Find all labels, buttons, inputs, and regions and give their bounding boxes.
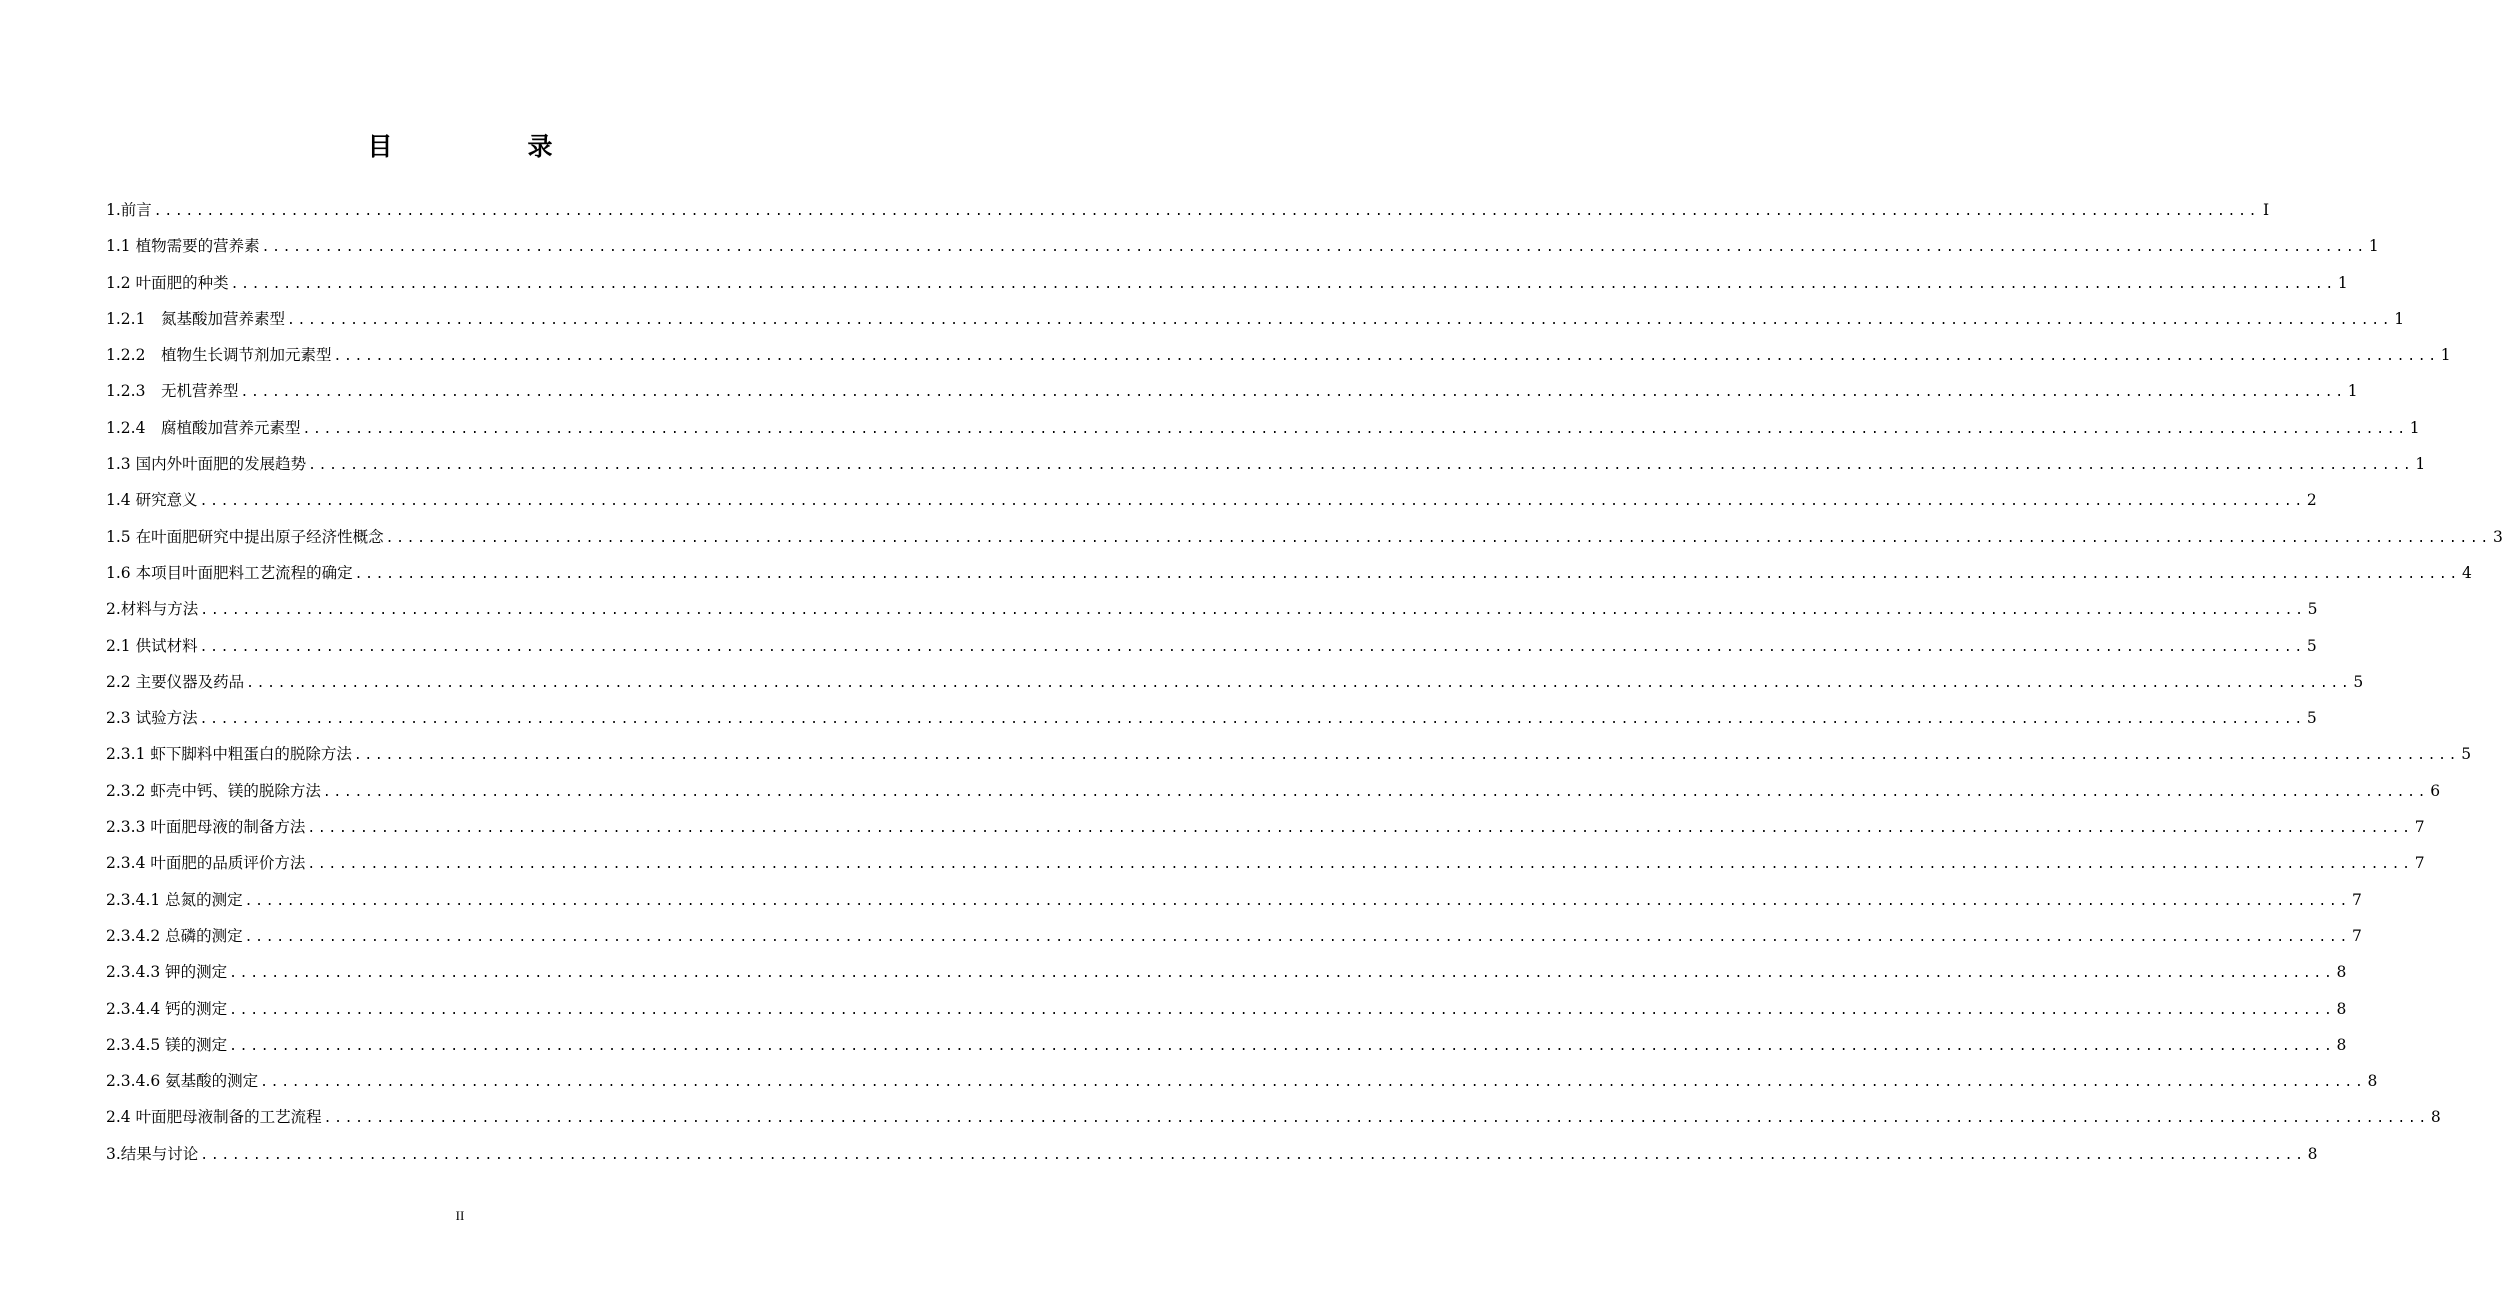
dot-leader: ........................................................................................................................................................................................................	[230, 276, 2336, 292]
toc-entry-title: 1.2.4 腐植酸加营养元素型	[106, 418, 301, 437]
toc-entry-page: 8	[2307, 1144, 2318, 1163]
toc-entry-title: 2.3.1 虾下脚料中粗蛋白的脱除方法	[106, 745, 352, 764]
toc-entry[interactable]	[106, 628, 2317, 664]
toc-entry-title: 2.3.4.6 氨基酸的测定	[106, 1072, 259, 1091]
toc-entry[interactable]	[106, 337, 2451, 373]
toc-entry-page: I	[2263, 201, 2270, 219]
toc-entry-page: 7	[2414, 854, 2425, 873]
toc-entry-title: 1.5 在叶面肥研究中提出原子经济性概念	[106, 527, 384, 546]
toc-entry-page: 6	[2430, 781, 2441, 800]
toc-entry-page: 7	[2352, 890, 2362, 909]
dot-leader: ........................................................................................................................................................................................................	[261, 240, 2367, 256]
toc-entry-title: 2.3.3 叶面肥母液的制备方法	[106, 818, 306, 837]
toc-entry[interactable]	[106, 228, 2379, 264]
dot-leader: ........................................................................................................................................................................................................	[307, 821, 2413, 837]
toc-entry-page: 7	[2414, 818, 2425, 837]
toc-entry[interactable]	[106, 991, 2347, 1027]
toc-entry-page: 1	[2347, 382, 2358, 401]
toc-entry-title: 1.2 叶面肥的种类	[106, 273, 229, 292]
dot-leader: ........................................................................................................................................................................................................	[229, 966, 2335, 982]
toc-entry[interactable]	[106, 1136, 2318, 1172]
toc-entry-title: 3.结果与讨论	[106, 1144, 199, 1163]
toc-entry-page: 4	[2461, 563, 2472, 582]
toc-entry[interactable]	[106, 265, 2348, 301]
page-number: II	[455, 1208, 465, 1223]
toc-entry-title: 1.1 植物需要的营养素	[106, 237, 260, 256]
dot-leader: ........................................................................................................................................................................................................	[200, 603, 2306, 619]
dot-leader: ........................................................................................................................................................................................................	[200, 1147, 2306, 1163]
toc-entry-page: 3	[2492, 527, 2503, 546]
toc-entry-page: 8	[2430, 1108, 2441, 1127]
dot-leader: ........................................................................................................................................................................................................	[260, 1075, 2366, 1091]
toc-entry-page: 8	[2367, 1072, 2378, 1091]
toc-entry[interactable]	[106, 482, 2317, 518]
dot-leader: ........................................................................................................................................................................................................	[199, 494, 2305, 510]
dot-leader: ........................................................................................................................................................................................................	[199, 639, 2305, 655]
toc-entry-page: 1	[2337, 273, 2348, 292]
toc-entry-page: 1	[2394, 309, 2405, 328]
toc-entry-title: 1.6 本项目叶面肥料工艺流程的确定	[106, 563, 353, 582]
toc-entry-title: 1.2.3 无机营养型	[106, 382, 239, 401]
toc-entry-page: 1	[2440, 346, 2451, 365]
toc-entry-page: 8	[2336, 999, 2347, 1018]
toc-entry-page: 5	[2307, 600, 2318, 619]
dot-leader: ........................................................................................................................................................................................................	[353, 748, 2460, 764]
page-title: 目 录	[367, 131, 608, 161]
toc-entry-page: 5	[2306, 636, 2317, 655]
toc-entry[interactable]	[106, 301, 2405, 337]
dot-leader: ........................................................................................................................................................................................................	[244, 929, 2350, 945]
toc-entry-title: 2.3.4.1 总氮的测定	[106, 890, 243, 909]
toc-entry[interactable]	[106, 700, 2317, 736]
dot-leader: ........................................................................................................................................................................................................	[333, 349, 2439, 365]
dot-leader: ........................................................................................................................................................................................................	[322, 784, 2429, 800]
dot-leader: ........................................................................................................................................................................................................	[153, 204, 2260, 219]
dot-leader: ........................................................................................................................................................................................................	[229, 1038, 2335, 1054]
dot-leader: ........................................................................................................................................................................................................	[246, 675, 2352, 691]
toc-entry[interactable]	[106, 954, 2347, 990]
dot-leader: ........................................................................................................................................................................................................	[286, 312, 2393, 328]
dot-leader: ........................................................................................................................................................................................................	[385, 530, 2491, 546]
toc-entry-page: 5	[2461, 745, 2472, 764]
toc-entry-title: 2.3.4.4 钙的测定	[106, 999, 228, 1018]
toc-entry-title: 2.1 供试材料	[106, 636, 198, 655]
toc-entry-page: 2	[2306, 491, 2317, 510]
toc-entry[interactable]	[106, 410, 2420, 446]
dot-leader: ........................................................................................................................................................................................................	[307, 857, 2413, 873]
toc-entry-title: 1.前言	[106, 201, 152, 219]
toc-entry[interactable]	[106, 1099, 2441, 1135]
toc-entry[interactable]	[106, 1027, 2347, 1063]
dot-leader: ........................................................................................................................................................................................................	[240, 385, 2346, 401]
toc-entry-page: 8	[2336, 963, 2347, 982]
toc-entry[interactable]	[106, 918, 2362, 954]
toc-entry[interactable]	[106, 373, 2358, 409]
toc-entry-page: 1	[2409, 418, 2420, 437]
toc-entry-title: 2.3.4.3 钾的测定	[106, 963, 228, 982]
toc-entry[interactable]	[106, 736, 2472, 772]
dot-leader: ........................................................................................................................................................................................................	[308, 458, 2414, 474]
toc-entry-title: 2.3.4 叶面肥的品质评价方法	[106, 854, 306, 873]
toc-entry[interactable]	[106, 882, 2362, 918]
toc-entry[interactable]	[106, 1063, 2378, 1099]
toc-entry-title: 2.3.4.2 总磷的测定	[106, 926, 243, 945]
toc-entry-page: 1	[2368, 237, 2379, 256]
toc-entry-title: 1.2.1 氮基酸加营养素型	[106, 309, 285, 328]
toc-entry[interactable]	[106, 446, 2426, 482]
toc-entry-page: 8	[2336, 1035, 2347, 1054]
dot-leader: ........................................................................................................................................................................................................	[323, 1111, 2429, 1127]
toc-entry[interactable]	[106, 591, 2318, 627]
toc-entry[interactable]	[106, 192, 2270, 228]
toc-entry-title: 2.4 叶面肥母液制备的工艺流程	[106, 1108, 322, 1127]
toc-entry-title: 1.2.2 植物生长调节剂加元素型	[106, 346, 332, 365]
toc-entry-title: 1.4 研究意义	[106, 491, 198, 510]
dot-leader: ........................................................................................................................................................................................................	[302, 421, 2408, 437]
dot-leader: ........................................................................................................................................................................................................	[229, 1002, 2335, 1018]
dot-leader: ........................................................................................................................................................................................................	[244, 893, 2350, 909]
dot-leader: ........................................................................................................................................................................................................	[199, 712, 2305, 728]
toc-entry[interactable]	[106, 555, 2472, 591]
toc-entry-title: 2.2 主要仪器及药品	[106, 672, 245, 691]
toc-entry[interactable]	[106, 664, 2364, 700]
toc-entry-title: 2.3.4.5 镁的测定	[106, 1035, 228, 1054]
toc-entry[interactable]	[106, 519, 2503, 555]
toc-entry[interactable]	[106, 845, 2425, 881]
toc-entry-title: 1.3 国内外叶面肥的发展趋势	[106, 455, 307, 474]
toc-entry-page: 7	[2352, 926, 2362, 945]
table-of-contents	[106, 192, 2503, 1172]
toc-entry[interactable]	[106, 809, 2425, 845]
toc-entry-title: 2.3.2 虾壳中钙、镁的脱除方法	[106, 781, 321, 800]
toc-entry-page: 5	[2306, 709, 2317, 728]
toc-entry[interactable]	[106, 773, 2441, 809]
toc-entry-title: 2.材料与方法	[106, 600, 199, 619]
toc-entry-title: 2.3 试验方法	[106, 709, 198, 728]
toc-entry-page: 5	[2353, 672, 2364, 691]
toc-entry-page: 1	[2415, 455, 2426, 474]
dot-leader: ........................................................................................................................................................................................................	[354, 566, 2460, 582]
